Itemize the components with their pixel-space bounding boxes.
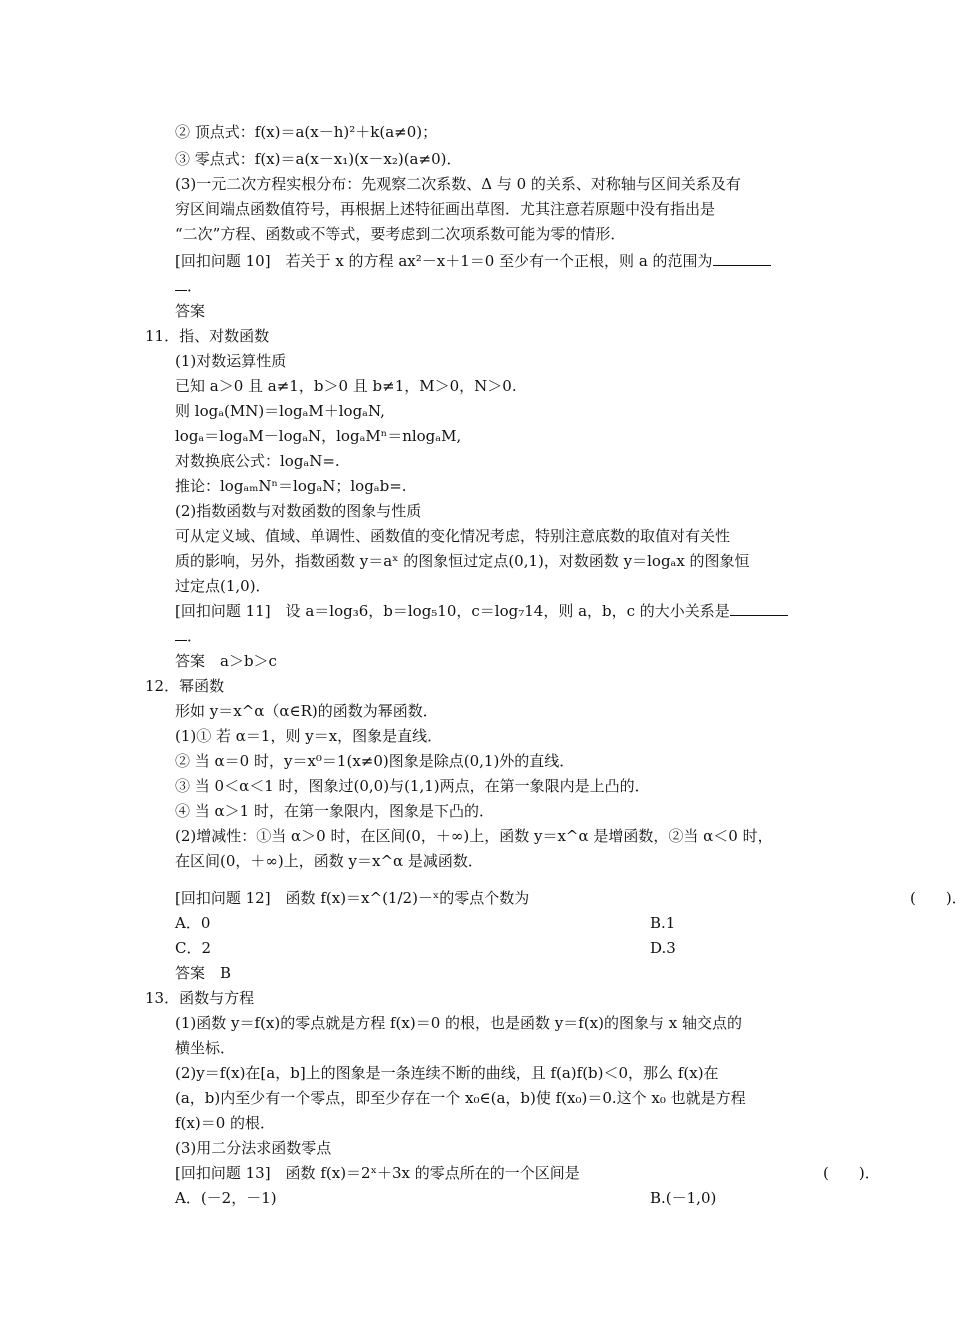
text-line: ④ 当 α＞1 时，在第一象限内，图象是下凸的．: [175, 802, 494, 820]
text-line: 横坐标．: [175, 1039, 236, 1057]
review-question-13: [回扣问题 13] 函数 f(x)＝2ˣ＋3x 的零点所在的一个区间是 ( )．: [175, 1161, 815, 1185]
text-line: (1)① 若 α＝1，则 y＝x，图象是直线．: [175, 727, 443, 745]
text-line: (1)函数 y＝f(x)的零点就是方程 f(x)＝0 的根，也是函数 y＝f(x)的图象与 x 轴交点的: [175, 1014, 742, 1032]
option-b: B.1: [650, 914, 676, 932]
text-line: ③ 零点式：f(x)＝a(x－x₁)(x－x₂)(a≠0)．: [175, 150, 462, 168]
text-line: (2)y＝f(x)在[a，b]上的图象是一条连续不断的曲线，且 f(a)f(b)＜0，那么 f(x)在: [175, 1064, 719, 1082]
text-line: 形如 y＝x^α（α∈R)的函数为幂函数．: [175, 702, 438, 720]
option-a: A．0: [175, 914, 211, 932]
text-line: (2)指数函数与对数函数的图象与性质: [175, 502, 422, 520]
answer-blank: [730, 601, 788, 616]
text-line: 可从定义域、值域、单调性、函数值的变化情况考虑，特别注意底数的取值对有关性: [175, 527, 731, 545]
text-line: (3)用二分法求函数零点: [175, 1139, 332, 1157]
answer-label: 答案: [175, 302, 206, 320]
text-line: 质的影响，另外，指数函数 y＝aˣ 的图象恒过定点(0,1)，对数函数 y＝logₐx 的图象恒: [175, 552, 750, 570]
text-line: 对数换底公式：logₐN=.: [175, 452, 340, 470]
answer-paren: ( )．: [823, 1164, 880, 1182]
text-line: logₐ＝logₐM－logₐN，logₐMⁿ＝nlogₐM,: [175, 427, 462, 445]
answer-blank: [175, 626, 187, 641]
text-line: “二次”方程、函数或不等式，要考虑到二次项系数可能为零的情形．: [175, 225, 626, 243]
text-line: 已知 a＞0 且 a≠1，b＞0 且 b≠1，M＞0，N＞0.: [175, 377, 517, 395]
option-row: [175, 911, 815, 935]
text-line: f(x)＝0 的根．: [175, 1114, 276, 1132]
text-line: (a，b)内至少有一个零点，即至少存在一个 x₀∈(a，b)使 f(x₀)＝0.这个 x₀ 也就是方程: [175, 1089, 746, 1107]
text-line: ．: [175, 624, 815, 648]
text-line: (1)对数运算性质: [175, 352, 287, 370]
text-line: ② 顶点式：f(x)＝a(x－h)²＋k(a≠0)；: [175, 123, 438, 141]
text-line: 推论：logₐₘNⁿ＝logₐN；logₐb=.: [175, 477, 407, 495]
section-heading-11: 11．指、对数函数: [145, 327, 270, 345]
option-row: [175, 1186, 815, 1210]
review-question-11: [回扣问题 11] 设 a＝log₃6，b＝log₅10，c＝log₇14，则 a，b，c 的大小关系是: [175, 599, 815, 623]
text-line: ② 当 α＝0 时，y＝x⁰＝1(x≠0)图象是除点(0,1)外的直线．: [175, 752, 575, 770]
option-b: B.(－1,0): [650, 1189, 717, 1207]
answer-line: 答案 a＞b＞c: [175, 652, 277, 670]
option-c: C．2: [175, 939, 212, 957]
option-a: A．(－2，－1): [175, 1189, 277, 1207]
section-heading-13: 13．函数与方程: [145, 989, 255, 1007]
answer-line: 答案 B: [175, 964, 232, 982]
answer-blank: [175, 276, 187, 291]
text-line: (3)一元二次方程实根分布：先观察二次系数、Δ 与 0 的关系、对称轴与区间关系及有: [175, 175, 741, 193]
text-line: 穷区间端点函数值符号，再根据上述特征画出草图．尤其注意若原题中没有指出是: [175, 200, 716, 218]
option-d: D.3: [650, 939, 676, 957]
text-line: 在区间(0，＋∞)上，函数 y＝x^α 是减函数．: [175, 852, 483, 870]
answer-paren: ( )．: [910, 889, 967, 907]
text-line: ③ 当 0＜α＜1 时，图象过(0,0)与(1,1)两点，在第一象限内是上凸的．: [175, 777, 650, 795]
text-line: ．: [175, 274, 815, 298]
section-heading-12: 12．幂函数: [145, 677, 225, 695]
text-line: 则 logₐ(MN)＝logₐM＋logₐN,: [175, 402, 385, 420]
review-question-10: [回扣问题 10] 若关于 x 的方程 ax²－x＋1＝0 至少有一个正根，则 a 的范围为: [175, 249, 815, 273]
answer-blank: [713, 251, 771, 266]
text-line: 过定点(1,0)．: [175, 577, 271, 595]
text-line: (2)增减性：①当 α＞0 时，在区间(0，＋∞)上，函数 y＝x^α 是增函数，②当 α＜0 时，: [175, 827, 773, 845]
option-row: [175, 936, 815, 960]
review-question-12: [回扣问题 12] 函数 f(x)＝x^(1/2)－ˣ的零点个数为 ( )．: [175, 886, 815, 910]
